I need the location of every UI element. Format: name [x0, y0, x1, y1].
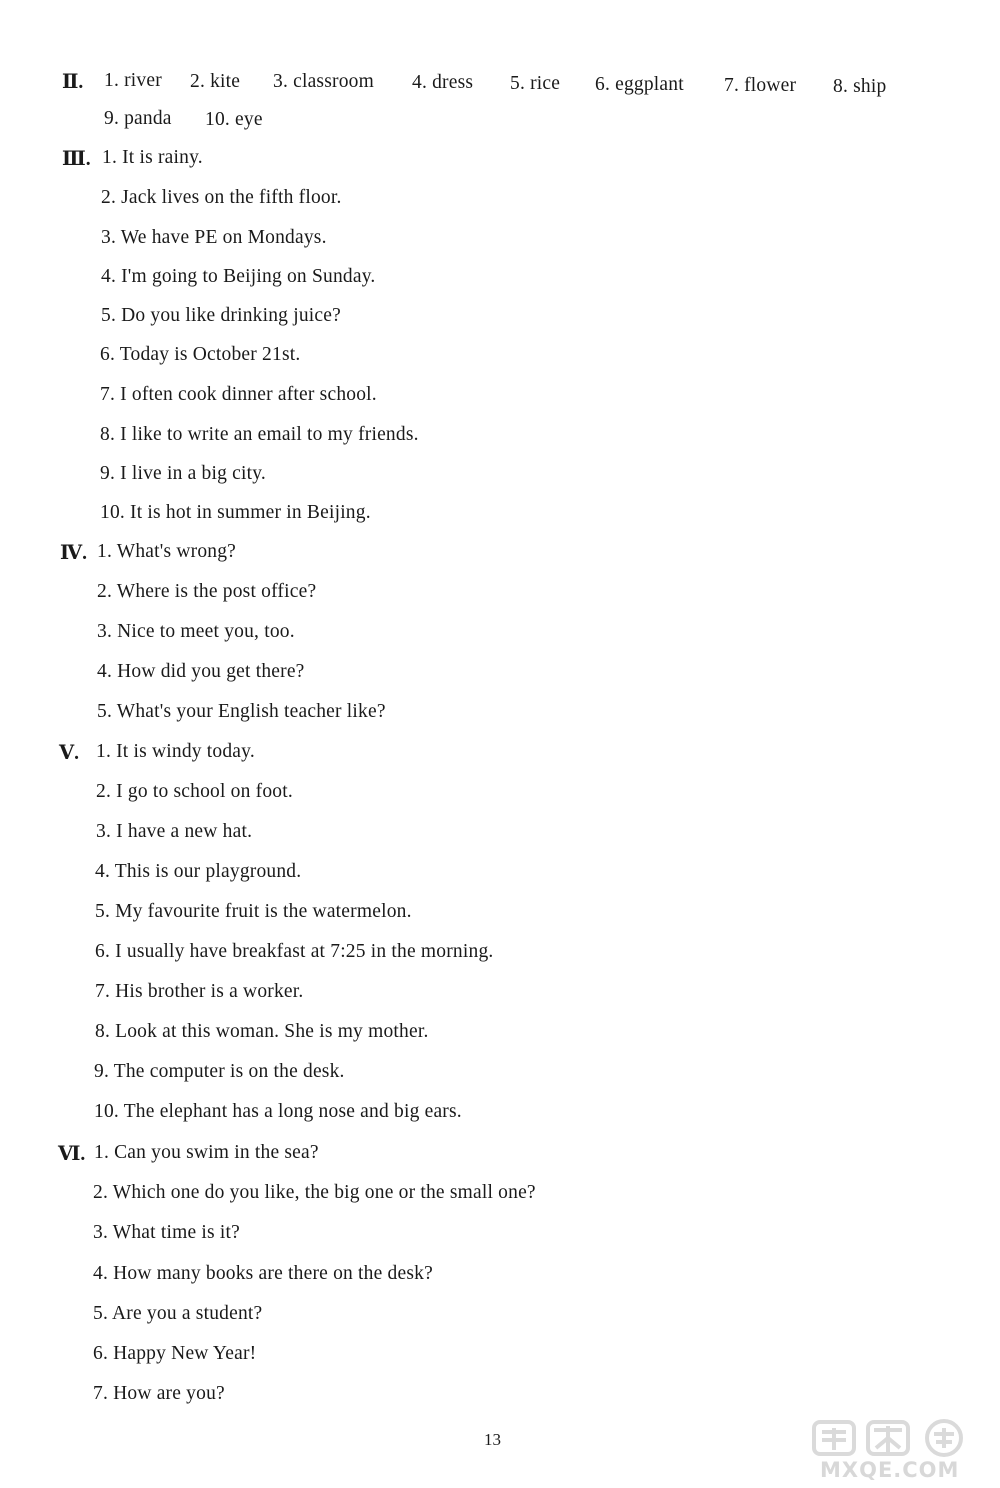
section-5-item-4: 4. This is our playground. [95, 861, 302, 882]
section-2-item: 5. rice [510, 73, 561, 94]
section-6-item-7: 7. How are you? [93, 1383, 225, 1404]
section-5-item-3: 3. I have a new hat. [96, 821, 253, 842]
section-3-item-9: 9. I live in a big city. [100, 463, 266, 484]
section-3-item-8: 8. I like to write an email to my friends. [100, 424, 419, 445]
section-6-item-6: 6. Happy New Year! [93, 1343, 257, 1364]
watermark-domain: MXQE.COM [820, 1458, 960, 1482]
section-4-item-4: 4. How did you get there? [97, 661, 305, 682]
section-6-item-3: 3. What time is it? [93, 1222, 240, 1243]
section-3-item-4: 4. I'm going to Beijing on Sunday. [101, 266, 376, 287]
section-3-item-3: 3. We have PE on Mondays. [101, 227, 327, 248]
section-5-item-5: 5. My favourite fruit is the watermelon. [95, 901, 412, 922]
section-2-item: 3. classroom [273, 71, 374, 92]
section-5-item-7: 7. His brother is a worker. [95, 981, 304, 1002]
section-3-item-1: 1. It is rainy. [102, 147, 203, 168]
section-5-numeral: Ⅴ. [59, 743, 80, 764]
section-5-item-10: 10. The elephant has a long nose and big ears. [94, 1101, 462, 1122]
section-3-numeral: Ⅲ. [62, 149, 91, 170]
section-3-item-10: 10. It is hot in summer in Beijing. [100, 502, 371, 523]
watermark [812, 1418, 994, 1482]
section-5-item-9: 9. The computer is on the desk. [94, 1061, 345, 1082]
section-6-item-2: 2. Which one do you like, the big one or the small one? [93, 1182, 536, 1203]
section-4-item-3: 3. Nice to meet you, too. [97, 621, 295, 642]
section-4-numeral: Ⅳ. [60, 543, 88, 564]
section-2-vocab-row-2 [0, 108, 1000, 134]
section-3-item-5: 5. Do you like drinking juice? [101, 305, 341, 326]
section-4-item-2: 2. Where is the post office? [97, 581, 317, 602]
section-5-item-1: 1. It is windy today. [96, 741, 255, 762]
section-3-item-2: 2. Jack lives on the fifth floor. [101, 187, 342, 208]
section-5-item-8: 8. Look at this woman. She is my mother. [95, 1021, 429, 1042]
section-2-item: 2. kite [190, 71, 241, 92]
page-number: 13 [484, 1430, 501, 1449]
section-4-item-1: 1. What's wrong? [97, 541, 237, 562]
section-6-item-1: 1. Can you swim in the sea? [94, 1142, 319, 1163]
section-6-item-5: 5. Are you a student? [93, 1303, 263, 1324]
section-4-item-5: 5. What's your English teacher like? [97, 701, 386, 722]
section-5-item-6: 6. I usually have breakfast at 7:25 in the morning. [95, 941, 494, 962]
section-6-numeral: Ⅵ. [58, 1144, 86, 1165]
section-3-item-6: 6. Today is October 21st. [100, 344, 301, 365]
section-6-item-4: 4. How many books are there on the desk? [93, 1263, 433, 1284]
section-3-item-7: 7. I often cook dinner after school. [100, 384, 377, 405]
section-2-item: 10. eye [205, 109, 263, 130]
watermark-logo [812, 1418, 994, 1458]
section-2-item: 9. panda [104, 108, 172, 129]
section-2-item: 7. flower [724, 75, 797, 96]
section-2-item: 6. eggplant [595, 74, 684, 95]
section-2-vocab-row-1 [0, 70, 1000, 96]
section-5-item-2: 2. I go to school on foot. [96, 781, 293, 802]
section-2-item: 8. ship [833, 76, 887, 97]
section-2-numeral: Ⅱ. [62, 72, 84, 93]
section-2-item: 1. river [104, 70, 162, 91]
section-2-item: 4. dress [412, 72, 474, 93]
